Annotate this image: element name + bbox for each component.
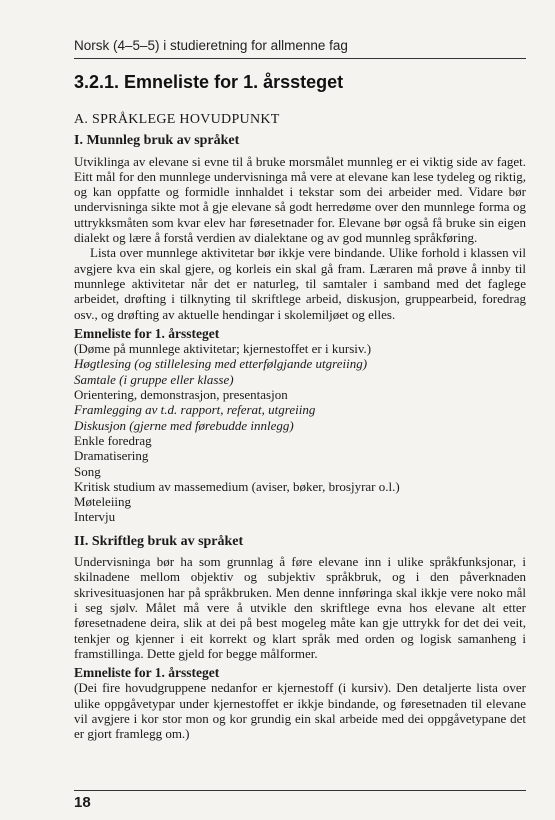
list-item: Framlegging av t.d. rapport, referat, utgreiing [74,402,316,418]
running-header: Norsk (4–5–5) i studieretning for allmenne fag [74,38,348,53]
list-item: Møteleiing [74,494,132,510]
list-item: (Døme på munnlege aktivitetar; kjernestoffet er i kursiv.) [74,341,372,357]
part-2-heading: II. Skriftleg bruk av språket [74,533,244,549]
section-title: 3.2.1. Emneliste for 1. årssteget [74,72,344,92]
part-1-heading: I. Munnleg bruk av språket [74,133,240,149]
page-content [74,112,526,742]
list-item: Diskusjon (gjerne med førebudde innlegg) [74,417,294,433]
activity-list [74,341,526,525]
header-rule [74,58,526,59]
footer-rule [74,790,526,791]
document-page [74,0,526,820]
part-1-paragraph-1: Utviklinga av elevane si evne til å bruke morsmålet munnleg er ei viktig side av faget. Eitt mål for den munnlege undervisninga må vere at elevane kan lese tydeleg og riktig, og kan oppfatte og formidle innhaldet i tekstar som dei arbeider med. Vidare bør undervisninga sikte mot å gje elevane så godt herredømе over den munnlege forma og uttrykksmåten som kvar elev har føresetnader for. Elevane bør også få bruke sin eigen dialekt og lære å forstå verdien av dialektane og av god munnleg språkføring. [74,153,526,246]
list-item: Samtale (i gruppe eller klasse) [74,371,234,387]
list-item: Orientering, demonstrasjon, presentasjon [74,387,288,403]
part-a-heading: A. SPRÅKLEGE HOVUDPUNKT [74,112,280,127]
part-2-list-title: Emneliste for 1. årssteget [74,665,220,681]
list-item: Dramatisering [74,448,149,464]
part-2-paragraph-1: Undervisninga bør ha som grunnlag å føre elevane inn i ulike språkfunksjonar, i skilnadene mellom objektiv og subjektiv språkbruk, og i den påverknaden skrivesituasjonen har på språkbruken. Men denne innføringa skal ikkje vere noko mål i seg sjølv. Målet må vere å utvikle den skriftlege evna hos elevane alt etter føresetnadene deira, slik at dei på best mogeleg måte kan gje uttrykk for det dei veit, tenkjer og kjenner i eit korrekt og klart språk med orden og logisk samanheng i framstillinga. Dette gjeld for begge målformer. [74,554,526,661]
list-item: Høgtlesing (og stillelesing med etterfølgjande utgreiing) [74,356,368,372]
list-item: Kritisk studium av massemedium (aviser, bøker, brosjyrar o.l.) [74,478,400,494]
list-item: Song [74,463,101,479]
list-item: Intervju [74,509,116,525]
part-1-paragraph-2: Lista over munnlege aktivitetar bør ikkje vere bindande. Ulike forhold i klassen vil avgjere kva ein skal gjere, og korleis ein skal gå fram. Læraren må prøve å innby til munnlege aktivitetar når det er naturleg, til samtaler i samband med det faglege arbeidet, drøfting i tilknyting til skriftlege arbeid, diskusjon, gruppearbeid, foredrag osv., og drøfting av aktuelle hendingar i skolemiljøet og elles. [74,245,526,322]
part-2-paragraph-2: (Dei fire hovudgruppene nedanfor er kjernestoff (i kursiv). Den detaljerte lista over ulike oppgåvetypar under kjernestoffet er ikkje bindande, og føresetnaden til elevane vil avgjere i kor stor mon og kor grundig ein skal arbeide med dei oppgåvetypane det er gjort framlegg om.) [74,680,526,742]
part-1-list-title: Emneliste for 1. årssteget [74,325,220,341]
list-item: Enkle foredrag [74,432,152,448]
page-number: 18 [74,794,91,811]
